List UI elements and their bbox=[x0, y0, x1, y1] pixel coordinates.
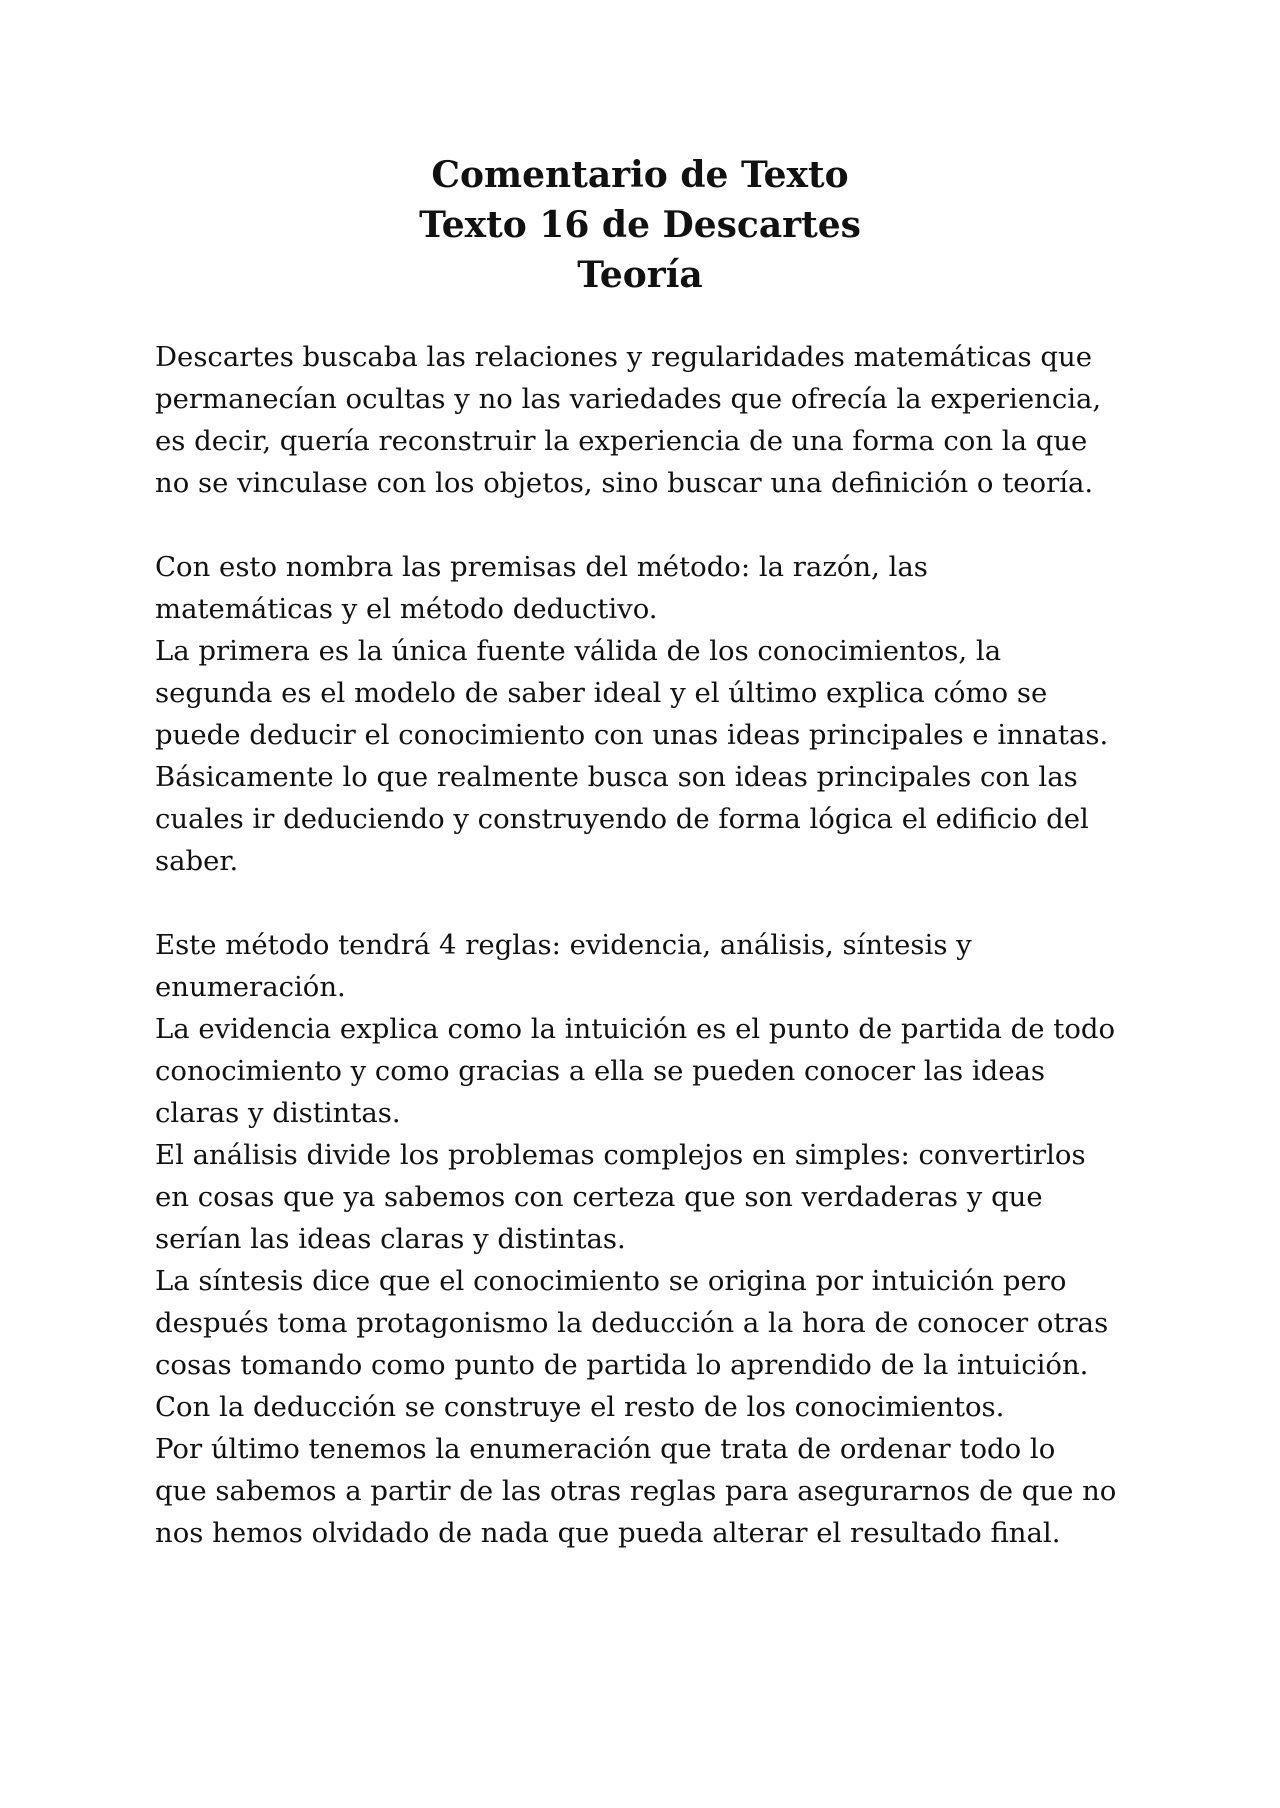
text-line: La síntesis dice que el conocimiento se origina por intuición pero bbox=[155, 1265, 1067, 1297]
text-line: claras y distintas. bbox=[155, 1097, 401, 1129]
text-line: Por último tenemos la enumeración que trata de ordenar todo lo bbox=[155, 1433, 1056, 1465]
text-line: serían las ideas claras y distintas. bbox=[155, 1223, 626, 1255]
title-line: Comentario de Texto bbox=[431, 154, 849, 196]
paragraph-1 bbox=[155, 336, 1155, 504]
text-line: conocimiento y como gracias a ella se pueden conocer las ideas bbox=[155, 1055, 1046, 1087]
text-line: Descartes buscaba las relaciones y regularidades matemáticas que bbox=[155, 341, 1093, 373]
text-line: La primera es la única fuente válida de los conocimientos, la bbox=[155, 635, 1002, 667]
text-line: nos hemos olvidado de nada que pueda alterar el resultado final. bbox=[155, 1517, 1061, 1549]
paragraph-gap bbox=[155, 882, 1155, 924]
text-line: permanecían ocultas y no las variedades que ofrecía la experiencia, bbox=[155, 383, 1102, 415]
text-line: después toma protagonismo la deducción a la hora de conocer otras bbox=[155, 1307, 1109, 1339]
text-line: segunda es el modelo de saber ideal y el último explica cómo se bbox=[155, 677, 1048, 709]
paragraph-2 bbox=[155, 546, 1155, 882]
text-line: matemáticas y el método deductivo. bbox=[155, 593, 658, 625]
text-line: Básicamente lo que realmente busca son ideas principales con las bbox=[155, 761, 1078, 793]
text-line: cuales ir deduciendo y construyendo de forma lógica el edificio del bbox=[155, 803, 1089, 835]
document-title bbox=[0, 150, 1280, 300]
paragraph-3 bbox=[155, 924, 1155, 1554]
text-line: saber. bbox=[155, 845, 239, 877]
text-line: puede deducir el conocimiento con unas ideas principales e innatas. bbox=[155, 719, 1109, 751]
text-line: Este método tendrá 4 reglas: evidencia, análisis, síntesis y bbox=[155, 929, 972, 961]
section-heading: Teoría bbox=[577, 254, 703, 296]
text-line: Con la deducción se construye el resto de los conocimientos. bbox=[155, 1391, 1005, 1423]
document-body bbox=[155, 336, 1155, 1554]
subtitle-line: Texto 16 de Descartes bbox=[419, 204, 861, 246]
text-line: que sabemos a partir de las otras reglas para asegurarnos de que no bbox=[155, 1475, 1117, 1507]
text-line: es decir, quería reconstruir la experiencia de una forma con la que bbox=[155, 425, 1088, 457]
text-line: no se vinculase con los objetos, sino buscar una definición o teoría. bbox=[155, 467, 1094, 499]
paragraph-gap bbox=[155, 504, 1155, 546]
text-line: cosas tomando como punto de partida lo aprendido de la intuición. bbox=[155, 1349, 1089, 1381]
text-line: en cosas que ya sabemos con certeza que son verdaderas y que bbox=[155, 1181, 1043, 1213]
text-line: La evidencia explica como la intuición es el punto de partida de todo bbox=[155, 1013, 1116, 1045]
text-line: Con esto nombra las premisas del método: la razón, las bbox=[155, 551, 928, 583]
text-line: enumeración. bbox=[155, 971, 346, 1003]
text-line: El análisis divide los problemas complejos en simples: convertirlos bbox=[155, 1139, 1086, 1171]
